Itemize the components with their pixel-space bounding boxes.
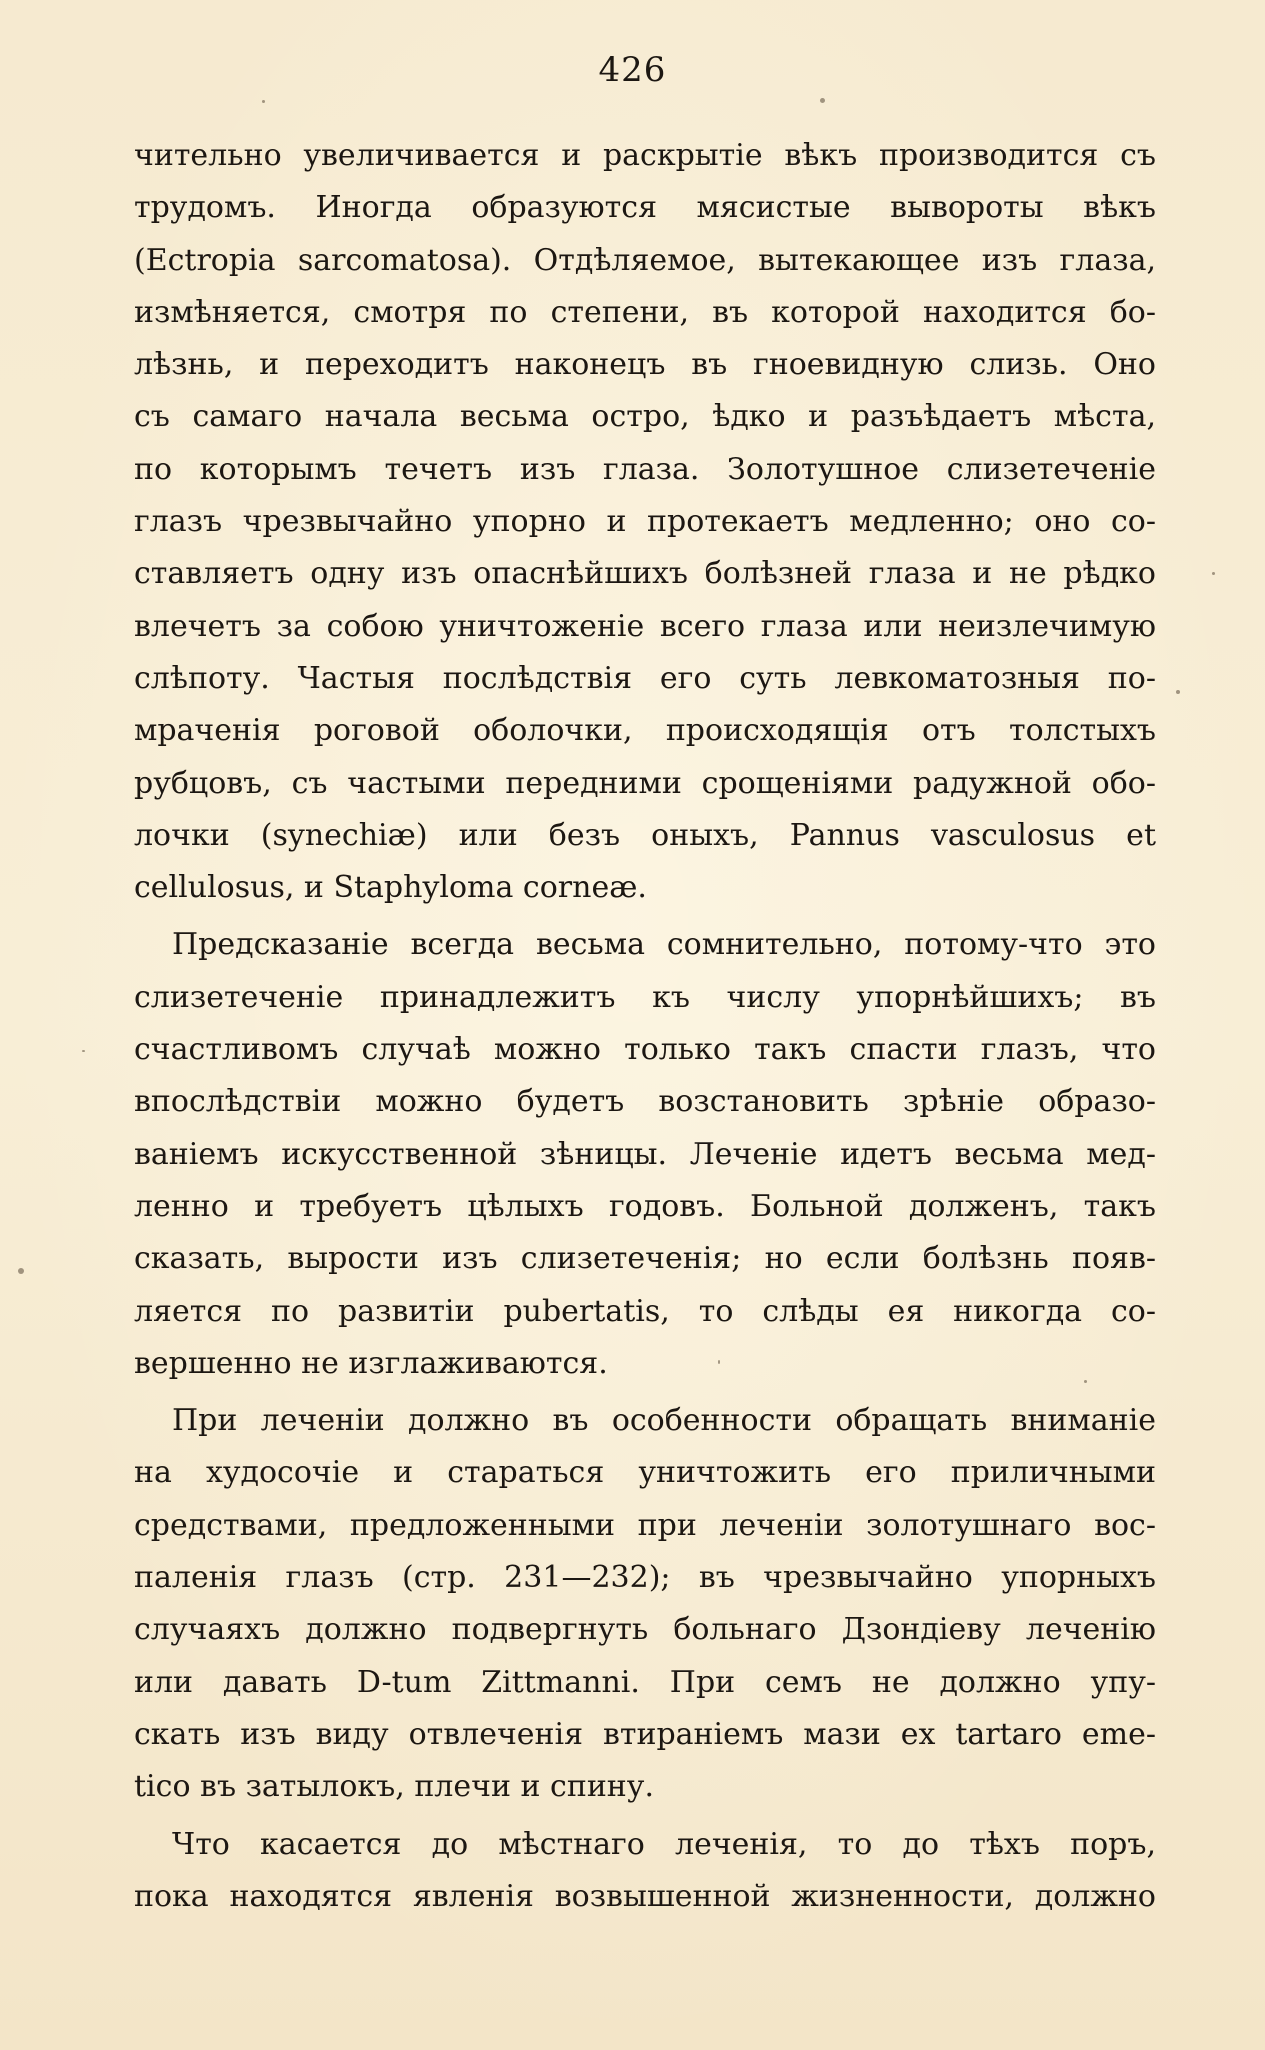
text-line: трудомъ. Иногда образуются мясистые вывороты вѣкъ bbox=[134, 190, 1156, 226]
text-line: лѣзнь, и переходитъ наконецъ въ гноевидную слизь. Оно bbox=[134, 347, 1156, 383]
text-line: или давать D-tum Zittmanni. При семъ не должно упу- bbox=[134, 1664, 1156, 1700]
text-line: случаяхъ должно подвергнуть больнаго Дзондіеву леченію bbox=[134, 1612, 1156, 1648]
scan-speck bbox=[718, 1360, 720, 1364]
body-text bbox=[134, 130, 1156, 1923]
scan-speck bbox=[820, 98, 825, 103]
page-number: 426 bbox=[598, 50, 667, 90]
text-line: ляется по развитіи pubertatis, то слѣды ея никогда со- bbox=[134, 1293, 1156, 1329]
scan-speck bbox=[262, 100, 265, 103]
text-line: tico въ затылокъ, плечи и спину. bbox=[134, 1769, 654, 1805]
text-line: сказать, вырости изъ слизетеченія; но если болѣзнь появ- bbox=[134, 1241, 1156, 1277]
scan-speck bbox=[18, 1268, 24, 1274]
text-line: паленія глазъ (стр. 231—232); въ чрезвычайно упорныхъ bbox=[134, 1560, 1156, 1596]
text-line: чительно увеличивается и раскрытіе вѣкъ производится съ bbox=[134, 138, 1156, 173]
text-line: впослѣдствіи можно будетъ возстановить зрѣніе образо- bbox=[134, 1084, 1156, 1120]
text-line: слѣпоту. Частыя послѣдствія его суть левкоматозныя по- bbox=[134, 660, 1156, 696]
text-line: рубцовъ, съ частыми передними срощеніями радужной обо- bbox=[134, 765, 1156, 801]
text-line: cellulosus, и Staphyloma corneæ. bbox=[134, 870, 647, 906]
scan-speck bbox=[1212, 572, 1215, 575]
text-line: ваніемъ искусственной зѣницы. Леченіе идетъ весьма мед- bbox=[134, 1136, 1156, 1172]
text-line: лочки (synechiæ) или безъ оныхъ, Pannus vasculosus et bbox=[134, 817, 1156, 853]
text-line: влечетъ за собою уничтоженіе всего глаза или неизлечимую bbox=[134, 608, 1156, 644]
text-line: При леченіи должно въ особенности обращать вниманіе bbox=[172, 1403, 1156, 1439]
text-line: слизетеченіе принадлежитъ къ числу упорнѣйшихъ; въ bbox=[134, 979, 1156, 1015]
text-line: счастливомъ случаѣ можно только такъ спасти глазъ, что bbox=[134, 1032, 1156, 1068]
text-line: (Ectropia sarcomatosa). Отдѣляемое, вытекающее изъ глаза, bbox=[134, 242, 1156, 278]
text-line: Что касается до мѣстнаго леченія, то до тѣхъ поръ, bbox=[172, 1826, 1156, 1862]
scan-speck bbox=[1084, 1380, 1087, 1383]
text-line: скать изъ виду отвлеченія втираніемъ мази ex tartaro eme- bbox=[134, 1716, 1156, 1752]
text-line: ленно и требуетъ цѣлыхъ годовъ. Больной долженъ, такъ bbox=[134, 1188, 1156, 1224]
text-line: съ самаго начала весьма остро, ѣдко и разъѣдаетъ мѣста, bbox=[134, 399, 1156, 435]
text-line: вершенно не изглаживаются. bbox=[134, 1345, 608, 1381]
text-line: измѣняется, смотря по степени, въ которой находится бо- bbox=[134, 294, 1156, 330]
scan-speck bbox=[1176, 690, 1180, 694]
text-line: глазъ чрезвычайно упорно и протекаетъ медленно; оно со- bbox=[134, 504, 1156, 540]
text-line: на худосочіе и стараться уничтожить его приличными bbox=[134, 1455, 1156, 1491]
scan-speck bbox=[82, 1050, 85, 1052]
text-line: по которымъ течетъ изъ глаза. Золотушное слизетеченіе bbox=[134, 451, 1156, 487]
text-line: мраченія роговой оболочки, происходящія отъ толстыхъ bbox=[134, 713, 1156, 749]
text-line: средствами, предложенными при леченіи золотушнаго вос- bbox=[134, 1507, 1156, 1543]
text-line: ставляетъ одну изъ опаснѣйшихъ болѣзней глаза и не рѣдко bbox=[134, 556, 1156, 592]
text-line: Предсказаніе всегда весьма сомнительно, потому-что это bbox=[172, 927, 1156, 963]
text-line: пока находятся явленія возвышенной жизненности, должно bbox=[134, 1878, 1156, 1914]
